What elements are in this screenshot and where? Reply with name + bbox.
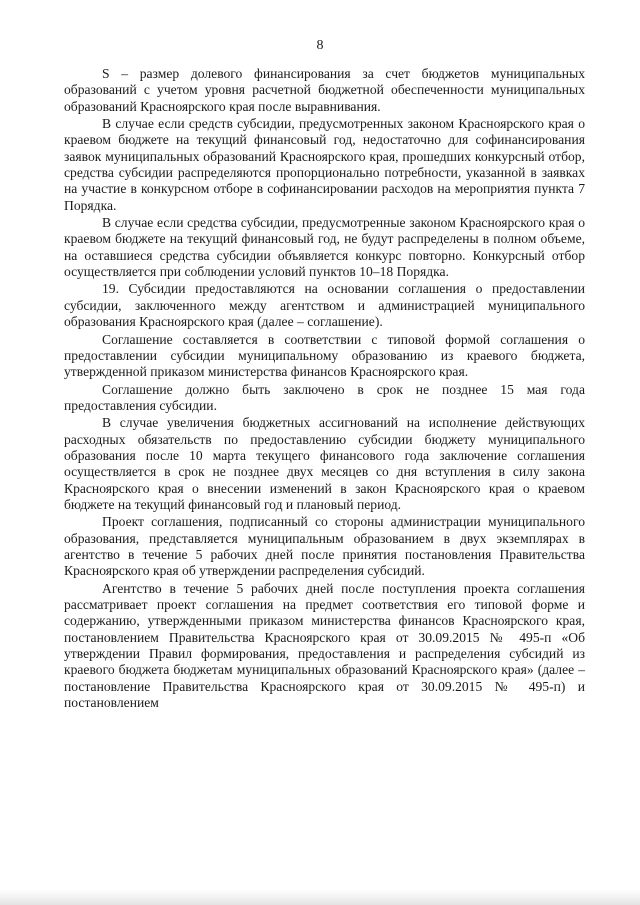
page-number: 8 bbox=[316, 38, 324, 53]
paragraph-agreement-deadline: Соглашение должно быть заключено в срок не позднее 15 мая года предоставления субсидии. bbox=[64, 381, 585, 413]
paragraph-budget-increase: В случае увеличения бюджетных ассигнований на исполнение действующих расходных обязательств по предоставлению субсидии бюджету муниципального образования после 10 марта текущего финансового года заключение соглашения осуществляется в срок не позднее двух месяцев со дня вступления в силу закона Красноярского края о внесении изменений в закон Красноярского края о краевом бюджете на текущий финансовый год и плановый период. bbox=[64, 415, 585, 512]
paragraph-repeat-competition: В случае если средства субсидии, предусмотренные законом Красноярского края о краевом бюджете на текущий финансовый год, не будут распределены в полном объеме, на оставшиеся средства субсидии объявляется конкурс повторно. Конкурсный отбор осуществляется при соблюдении условий пунктов 10–18 Порядка. bbox=[64, 215, 585, 280]
paragraph-item-19: 19. Субсидии предоставляются на основании соглашения о предоставлении субсидии, заключенного между агентством и администрацией муниципального образования Красноярского края (далее – соглашение). bbox=[64, 281, 585, 330]
paragraph-agency-review: Агентство в течение 5 рабочих дней после поступления проекта соглашения рассматривает проект соглашения на предмет соответствия его типовой форме и содержанию, утвержденными приказом министерства финансов Красноярского края, постановлением Правительства Красноярского края от 30.09.2015 № 495-п «Об утверждении Правил формирования, предоставления и распределения субсидий из краевого бюджета бюджетам муниципальных образований Красноярского края» (далее – постановление Правительства Красноярского края от 30.09.2015 № 495-п) и постановлением bbox=[64, 580, 585, 711]
paragraph-draft-agreement: Проект соглашения, подписанный со стороны администрации муниципального образования, представляется муниципальным образованием в двух экземплярах в агентство в течение 5 рабочих дней после принятия постановления Правительства Красноярского края об утверждении распределения субсидий. bbox=[64, 514, 585, 579]
paragraph-agreement-form: Соглашение составляется в соответствии с типовой формой соглашения о предоставлении субсидии муниципальному образованию из краевого бюджета, утвержденной приказом министерства финансов Красноярского края. bbox=[64, 331, 585, 380]
paragraph-size-definition: S – размер долевого финансирования за счет бюджетов муниципальных образований с учетом уровня расчетной бюджетной обеспеченности муниципальных образований Красноярского края после выравнивания. bbox=[64, 66, 585, 114]
scan-bottom-edge bbox=[0, 889, 640, 905]
document-body bbox=[64, 66, 585, 712]
paragraph-proportional-distribution: В случае если средств субсидии, предусмотренных законом Красноярского края о краевом бюджете на текущий финансовый год, недостаточно для софинансирования заявок муниципальных образований Красноярского края, прошедших конкурсный отбор, средства субсидии распределяются пропорционально потребности, указанной в заявках на участие в конкурсном отборе в софинансировании расходов на мероприятия пункта 7 Порядка. bbox=[64, 116, 585, 213]
